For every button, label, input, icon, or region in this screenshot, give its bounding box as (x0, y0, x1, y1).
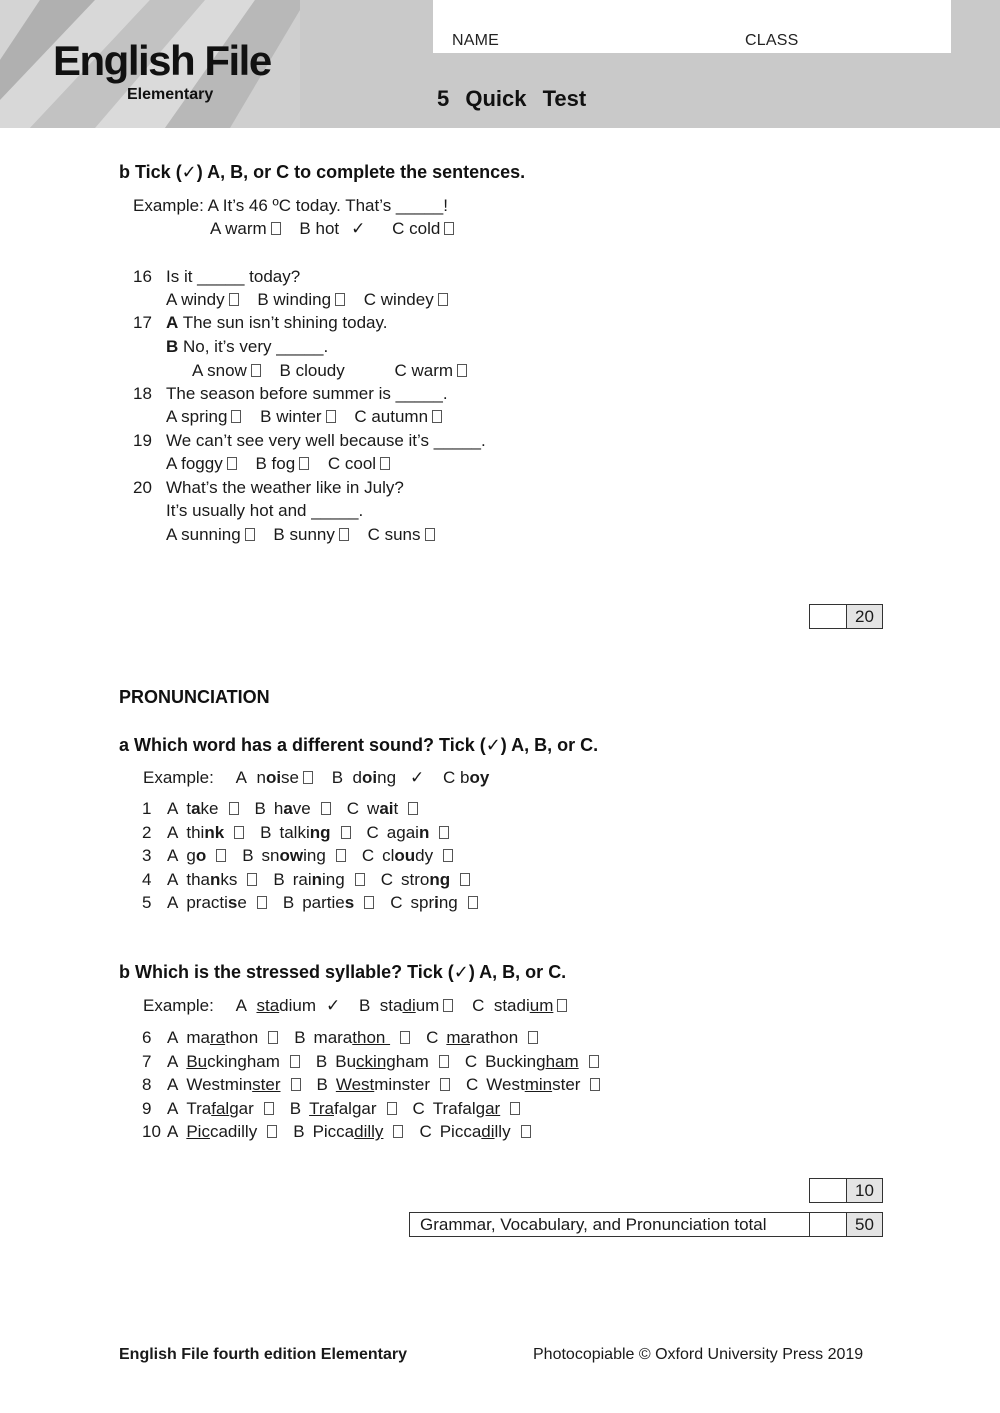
question-number: 10 (142, 1122, 161, 1142)
option-letter: B (242, 846, 254, 866)
question-number: 3 (142, 846, 152, 866)
checkbox[interactable] (460, 873, 470, 886)
option-label: B sunny (273, 525, 335, 544)
tick-mark-icon: ✓ (351, 219, 366, 238)
option-letter: B (273, 869, 285, 889)
checkbox[interactable] (400, 1031, 410, 1044)
option-label: A sunning (166, 525, 241, 544)
checkbox[interactable] (521, 1125, 531, 1138)
checkbox[interactable] (510, 1102, 520, 1115)
option-letter: C (412, 1098, 425, 1118)
checkbox[interactable] (364, 896, 374, 909)
option-letter: B (282, 893, 295, 913)
footer-left: English File fourth edition Elementary (119, 1346, 408, 1363)
question-16-options (166, 290, 448, 310)
speaker-b: B (166, 337, 179, 356)
question-number: 8 (142, 1075, 152, 1095)
option-word: parties (302, 893, 355, 913)
question-18 (133, 384, 448, 404)
checkbox[interactable] (443, 999, 453, 1012)
option-letter: B (315, 1051, 328, 1071)
option-word: marathon (313, 1028, 391, 1047)
tick-mark-icon: ✓ (326, 996, 341, 1015)
option-letter: C (443, 768, 456, 787)
question-number: 2 (142, 822, 152, 842)
option-label: A foggy (166, 454, 223, 473)
checkbox[interactable] (439, 826, 449, 839)
score-input[interactable] (810, 605, 847, 628)
question-17-options (192, 361, 467, 381)
score-input[interactable] (810, 1213, 847, 1236)
option-label: C windey (363, 290, 434, 309)
option-word: Westminster (335, 1075, 430, 1095)
checkbox[interactable] (321, 802, 331, 815)
checkbox[interactable] (528, 1031, 538, 1044)
checkbox[interactable] (439, 1055, 449, 1068)
option-letter: C (366, 822, 379, 842)
checkbox[interactable] (557, 999, 567, 1012)
pron-item-row (142, 1052, 599, 1072)
checkbox[interactable] (303, 771, 313, 784)
question-text: No, it’s very _____. (178, 337, 329, 356)
option-label: B winter (260, 407, 322, 426)
checkbox[interactable] (590, 1078, 600, 1091)
checkbox[interactable] (440, 1078, 450, 1091)
checkbox[interactable] (326, 410, 336, 423)
score-max: 20 (847, 605, 882, 628)
option-word: think (186, 822, 225, 842)
checkbox[interactable] (589, 1055, 599, 1068)
option-label: C cold (392, 219, 441, 238)
option-word: Piccadilly (312, 1122, 384, 1142)
checkbox[interactable] (341, 826, 351, 839)
option-letter: C (419, 1122, 432, 1142)
option-letter: A (167, 1051, 179, 1071)
question-19 (133, 431, 486, 451)
pron-item-row (142, 1075, 600, 1095)
option-letter: A (167, 1075, 179, 1095)
checkbox[interactable] (245, 528, 255, 541)
checkbox[interactable] (234, 826, 244, 839)
checkbox[interactable] (335, 293, 345, 306)
option-letter: A (167, 1028, 179, 1047)
score-max: 10 (847, 1179, 882, 1202)
option-word: Trafalgar (432, 1098, 501, 1118)
checkbox[interactable] (251, 364, 261, 377)
checkbox[interactable] (257, 896, 267, 909)
vocab-example-line: Example: A It’s 46 ºC today. That’s _____! (133, 196, 448, 215)
question-18-options (166, 407, 442, 427)
checkbox[interactable] (438, 293, 448, 306)
question-text: The season before summer is _____. (166, 384, 448, 403)
option-word: Trafalgar (309, 1098, 377, 1118)
option-letter: A (235, 996, 248, 1015)
checkbox[interactable] (299, 457, 309, 470)
name-label: NAME (452, 32, 500, 49)
checkbox[interactable] (264, 1102, 274, 1115)
score-box-pronunciation (809, 1178, 883, 1203)
pron-item-row (142, 893, 478, 913)
vocab-example-options (210, 219, 454, 239)
question-text: Is it _____ today? (166, 267, 301, 286)
option-word: spring (410, 893, 458, 913)
checkbox[interactable] (387, 1102, 397, 1115)
option-label: B winding (257, 290, 332, 309)
option-letter: A (167, 893, 179, 913)
question-16 (133, 267, 300, 287)
option-letter: B (260, 822, 272, 842)
pron-a-example (143, 768, 489, 788)
checkbox[interactable] (457, 364, 467, 377)
footer-right: Photocopiable © Oxford University Press 2019 (533, 1346, 864, 1363)
option-label: B hot (299, 219, 340, 238)
option-label: A windy (166, 290, 225, 309)
option-letter: C (346, 799, 360, 818)
question-19-options (166, 454, 390, 474)
class-label: CLASS (745, 32, 799, 49)
option-letter: A (167, 799, 179, 818)
page-header (0, 0, 1000, 128)
option-word: snowing (261, 846, 326, 866)
pron-item-row (142, 799, 418, 819)
logo-title: English File (53, 37, 271, 84)
option-label: C suns (367, 525, 421, 544)
pron-a-heading: a Which word has a different sound? Tick (✓) A, B, or C. (119, 735, 599, 755)
option-letter: B (359, 996, 371, 1015)
option-word: noise (256, 768, 300, 787)
option-letter: C (466, 1075, 479, 1095)
checkbox[interactable] (216, 849, 226, 862)
pron-item-row (142, 846, 453, 866)
question-text: The sun isn’t shining today. (178, 313, 388, 332)
option-word: talking (279, 822, 331, 842)
total-label: Grammar, Vocabulary, and Pronunciation total (410, 1213, 810, 1236)
question-20-options (166, 525, 435, 545)
pron-item-row (142, 870, 470, 890)
score-max: 50 (847, 1213, 882, 1236)
option-word: take (186, 799, 219, 818)
question-number: 19 (133, 431, 152, 450)
question-number: 1 (142, 799, 152, 818)
option-word: practise (186, 893, 247, 913)
question-20-line-2: It’s usually hot and _____. (166, 501, 364, 520)
checkbox[interactable] (267, 1125, 277, 1138)
option-letter: B (254, 799, 266, 818)
option-word: marathon (446, 1028, 519, 1047)
option-letter: C (464, 1051, 478, 1071)
question-20 (133, 478, 404, 498)
example-label: Example: (143, 768, 214, 787)
checkbox[interactable] (229, 293, 239, 306)
checkbox[interactable] (425, 528, 435, 541)
option-word: doing (352, 768, 397, 787)
option-word: raining (292, 869, 345, 889)
checkbox[interactable] (231, 410, 241, 423)
option-letter: A (167, 1122, 179, 1142)
question-number: 17 (133, 313, 152, 332)
checkbox[interactable] (468, 896, 478, 909)
question-number: 4 (142, 869, 152, 889)
pron-item-row (142, 1122, 531, 1142)
speaker-a: A (166, 313, 179, 332)
option-word: Piccadilly (439, 1122, 511, 1142)
option-letter: C (426, 1028, 439, 1047)
option-letter: B (316, 1075, 328, 1095)
option-word: Buckingham (186, 1051, 280, 1071)
option-label: A warm (210, 219, 267, 238)
example-label: Example: (143, 996, 214, 1015)
checkbox[interactable] (227, 457, 237, 470)
logo-subtitle: Elementary (127, 86, 214, 103)
option-word: Buckingham (335, 1051, 429, 1071)
option-word: Buckingham (485, 1051, 579, 1071)
score-box-vocab (809, 604, 883, 629)
option-label: B fog (255, 454, 296, 473)
question-number: 18 (133, 384, 152, 403)
checkbox[interactable] (290, 1055, 300, 1068)
pron-b-example (143, 996, 567, 1016)
question-number: 6 (142, 1028, 152, 1047)
option-label: B cloudy (279, 361, 345, 380)
checkbox[interactable] (268, 1031, 278, 1044)
checkbox[interactable] (291, 1078, 301, 1091)
checkbox[interactable] (355, 873, 365, 886)
question-17-line-b (166, 337, 328, 357)
option-letter: C (380, 869, 393, 889)
option-label: A snow (192, 361, 247, 380)
option-letter: C (472, 996, 485, 1015)
option-word: have (273, 799, 311, 818)
checkbox[interactable] (247, 873, 257, 886)
option-word: marathon (186, 1028, 259, 1047)
option-word: stadium (493, 996, 554, 1015)
question-number: 16 (133, 267, 152, 286)
option-word: Trafalgar (186, 1098, 254, 1118)
option-word: wait (367, 799, 399, 818)
question-17 (133, 313, 387, 333)
option-word: go (186, 846, 207, 866)
option-label: C autumn (354, 407, 429, 426)
option-label: A spring (166, 407, 228, 426)
question-text: What’s the weather like in July? (166, 478, 404, 497)
option-word: cloudy (382, 846, 434, 866)
checkbox[interactable] (432, 410, 442, 423)
option-word: strong (400, 869, 451, 889)
pron-b-heading: b Which is the stressed syllable? Tick (✓) A, B, or C. (119, 962, 567, 982)
checkbox[interactable] (443, 849, 453, 862)
option-letter: A (167, 822, 179, 842)
checkbox[interactable] (336, 849, 346, 862)
option-letter: C (361, 846, 375, 866)
checkbox[interactable] (339, 528, 349, 541)
question-number: 20 (133, 478, 152, 497)
option-word: Westminster (486, 1075, 581, 1095)
option-letter: A (167, 846, 179, 866)
pron-item-row (142, 1028, 538, 1048)
option-word: stadium (256, 996, 317, 1015)
checkbox[interactable] (229, 802, 239, 815)
pron-item-row (142, 823, 449, 843)
option-word: Piccadilly (186, 1122, 258, 1142)
test-title-text: Quick Test (465, 86, 587, 111)
checkbox[interactable] (380, 457, 390, 470)
checkbox[interactable] (271, 222, 281, 235)
option-letter: B (289, 1098, 302, 1118)
score-box-total (409, 1212, 883, 1237)
tick-mark-icon: ✓ (410, 768, 425, 787)
name-class-box (433, 0, 951, 53)
question-number: 9 (142, 1098, 152, 1118)
option-letter: A (235, 768, 248, 787)
vocab-b-heading: b Tick (✓) A, B, or C to complete the sentences. (119, 162, 526, 182)
pron-item-row (142, 1099, 520, 1119)
question-text: We can’t see very well because it’s _____. (166, 431, 486, 450)
checkbox[interactable] (408, 802, 418, 815)
option-word: stadium (379, 996, 440, 1015)
question-number: 5 (142, 893, 152, 913)
option-letter: B (294, 1028, 306, 1047)
checkbox[interactable] (444, 222, 454, 235)
test-number: 5 (437, 86, 450, 111)
option-label: C cool (327, 454, 377, 473)
option-letter: A (167, 1098, 179, 1118)
option-letter: B (293, 1122, 305, 1142)
question-number: 7 (142, 1051, 152, 1071)
checkbox[interactable] (393, 1125, 403, 1138)
option-word: Westminster (186, 1075, 281, 1095)
pronunciation-title: PRONUNCIATION (119, 687, 270, 707)
option-label: C warm (394, 361, 454, 380)
score-input[interactable] (810, 1179, 847, 1202)
option-word: again (386, 822, 430, 842)
option-letter: C (390, 893, 403, 913)
option-word: thanks (186, 869, 238, 889)
test-title (437, 86, 586, 112)
option-letter: A (167, 869, 179, 889)
option-word: boy (460, 768, 490, 787)
option-letter: B (331, 768, 344, 787)
